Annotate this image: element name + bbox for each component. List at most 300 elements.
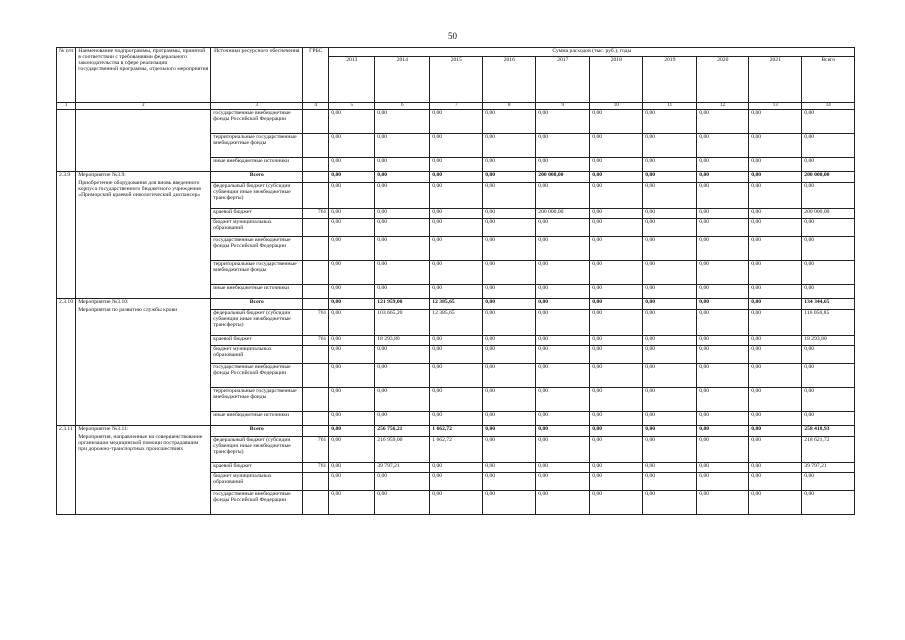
value-cell: 0,00 [430, 388, 483, 412]
empty-cell [57, 110, 76, 172]
source-cell: краевой бюджет [211, 463, 303, 473]
value-cell: 0,00 [749, 473, 802, 491]
value-cell: 0,00 [802, 110, 855, 134]
value-cell: 0,00 [749, 388, 802, 412]
value-cell: 0,00 [643, 237, 697, 261]
value-cell: 0,00 [802, 237, 855, 261]
measure-cell [76, 172, 211, 299]
value-cell: 0,00 [430, 158, 483, 172]
value-cell: 0,00 [329, 437, 375, 463]
value-cell: 1 662,72 [430, 426, 483, 437]
value-cell: 0,00 [697, 346, 749, 364]
value-cell: 0,00 [749, 463, 802, 473]
value-cell: 18 293,80 [375, 336, 430, 346]
value-cell: 0,00 [329, 209, 375, 219]
column-number: 2 [76, 103, 211, 110]
value-cell: 0,00 [749, 261, 802, 285]
value-cell: 0,00 [643, 183, 697, 209]
value-cell: 0,00 [483, 336, 536, 346]
value-cell: 0,00 [697, 209, 749, 219]
source-cell: иные внебюджетные источники [211, 158, 303, 172]
value-cell: 116 050,85 [802, 310, 855, 336]
value-cell: 0,00 [802, 158, 855, 172]
source-cell: бюджет муниципальных образований [211, 346, 303, 364]
value-cell: 0,00 [590, 491, 643, 515]
value-cell: 12 385,65 [430, 310, 483, 336]
year-header: 2015 [430, 57, 483, 103]
value-cell: 0,00 [697, 172, 749, 183]
header-source: Источники ресурсного обеспечения [211, 48, 303, 103]
source-cell: федеральный бюджет (субсидии субвенции иные межбюджетные трансферты) [211, 437, 303, 463]
year-header: 2016 [483, 57, 536, 103]
value-cell: 0,00 [697, 261, 749, 285]
value-cell: 0,00 [697, 388, 749, 412]
value-cell: 0,00 [643, 172, 697, 183]
value-cell: 0,00 [590, 183, 643, 209]
grbs-cell: 761 [303, 336, 329, 346]
value-cell: 0,00 [536, 219, 590, 237]
value-cell: 39 797,21 [375, 463, 430, 473]
column-number: 4 [303, 103, 329, 110]
value-cell: 0,00 [375, 172, 430, 183]
value-cell: 0,00 [483, 158, 536, 172]
value-cell: 0,00 [375, 261, 430, 285]
value-cell: 0,00 [590, 237, 643, 261]
value-cell: 0,00 [430, 134, 483, 158]
grbs-cell [303, 299, 329, 310]
value-cell: 0,00 [375, 237, 430, 261]
value-cell: 0,00 [749, 209, 802, 219]
source-cell: краевой бюджет [211, 209, 303, 219]
grbs-cell [303, 388, 329, 412]
value-cell: 0,00 [329, 219, 375, 237]
measure-cell [76, 299, 211, 426]
value-cell: 0,00 [643, 426, 697, 437]
value-cell: 0,00 [590, 412, 643, 426]
year-header: 2013 [329, 57, 375, 103]
value-cell: 0,00 [483, 183, 536, 209]
value-cell: 0,00 [430, 412, 483, 426]
grbs-cell [303, 134, 329, 158]
value-cell: 0,00 [749, 299, 802, 310]
value-cell: 0,00 [697, 491, 749, 515]
grbs-cell [303, 426, 329, 437]
value-cell: 0,00 [749, 158, 802, 172]
column-number: 9 [536, 103, 590, 110]
value-cell: 0,00 [430, 110, 483, 134]
value-cell: 0,00 [375, 388, 430, 412]
value-cell: 0,00 [643, 364, 697, 388]
value-cell: 200 000,00 [802, 209, 855, 219]
value-cell: 0,00 [697, 110, 749, 134]
value-cell: 0,00 [749, 285, 802, 299]
value-cell: 0,00 [536, 437, 590, 463]
value-cell: 0,00 [749, 134, 802, 158]
value-cell: 0,00 [697, 158, 749, 172]
column-number: 13 [749, 103, 802, 110]
column-number: 1 [57, 103, 76, 110]
source-cell: территориальные государственные внебюджетные фонды [211, 134, 303, 158]
grbs-cell [303, 172, 329, 183]
value-cell: 0,00 [536, 388, 590, 412]
value-cell: 0,00 [643, 336, 697, 346]
value-cell: 0,00 [536, 299, 590, 310]
column-number: 12 [697, 103, 749, 110]
measure-title: Мероприятие №3.11: [78, 426, 129, 432]
value-cell: 0,00 [329, 426, 375, 437]
value-cell: 0,00 [749, 172, 802, 183]
value-cell: 0,00 [802, 364, 855, 388]
source-cell: государственные внебюджетные фонды Российской Федерации [211, 237, 303, 261]
value-cell: 0,00 [590, 437, 643, 463]
value-cell: 0,00 [329, 285, 375, 299]
value-cell: 1 662,72 [430, 437, 483, 463]
measure-number: 2.3.9 [57, 172, 76, 299]
value-cell: 0,00 [697, 364, 749, 388]
value-cell: 0,00 [329, 336, 375, 346]
measure-description: Приобретение оборудования для вновь введенного корпуса государственного бюджетного учреждения «Приморский краевой онкологический диспансер» [78, 180, 201, 199]
value-cell: 18 293,80 [802, 336, 855, 346]
value-cell: 0,00 [697, 336, 749, 346]
value-cell: 0,00 [590, 261, 643, 285]
value-cell: 0,00 [483, 172, 536, 183]
value-cell: 0,00 [536, 310, 590, 336]
grbs-cell [303, 346, 329, 364]
source-cell: бюджет муниципальных образований [211, 473, 303, 491]
value-cell: 0,00 [590, 463, 643, 473]
value-cell: 0,00 [536, 110, 590, 134]
value-cell: 0,00 [430, 219, 483, 237]
header-sum: Сумма расходов (тыс. руб.), годы [329, 48, 855, 57]
value-cell: 103 665,20 [375, 310, 430, 336]
value-cell: 0,00 [590, 219, 643, 237]
value-cell: 0,00 [643, 134, 697, 158]
grbs-cell [303, 412, 329, 426]
value-cell: 0,00 [749, 237, 802, 261]
source-cell: территориальные государственные внебюджетные фонды [211, 388, 303, 412]
value-cell: 0,00 [430, 237, 483, 261]
value-cell: 12 385,65 [430, 299, 483, 310]
value-cell: 0,00 [483, 110, 536, 134]
value-cell: 0,00 [697, 285, 749, 299]
value-cell: 0,00 [697, 473, 749, 491]
year-header: 2014 [375, 57, 430, 103]
value-cell: 0,00 [697, 412, 749, 426]
value-cell: 0,00 [749, 491, 802, 515]
value-cell: 0,00 [697, 219, 749, 237]
value-cell: 0,00 [590, 388, 643, 412]
value-cell: 0,00 [329, 237, 375, 261]
value-cell: 0,00 [590, 336, 643, 346]
value-cell: 0,00 [329, 463, 375, 473]
value-cell: 0,00 [430, 364, 483, 388]
grbs-cell [303, 285, 329, 299]
value-cell: 0,00 [329, 110, 375, 134]
value-cell: 0,00 [643, 388, 697, 412]
value-cell: 0,00 [375, 158, 430, 172]
value-cell: 0,00 [536, 346, 590, 364]
value-cell: 0,00 [802, 285, 855, 299]
column-number: 7 [430, 103, 483, 110]
value-cell: 0,00 [697, 183, 749, 209]
value-cell: 0,00 [590, 310, 643, 336]
source-cell: государственные внебюджетные фонды Российской Федерации [211, 110, 303, 134]
column-number: 5 [329, 103, 375, 110]
value-cell: 0,00 [430, 473, 483, 491]
value-cell: 0,00 [329, 134, 375, 158]
value-cell: 0,00 [802, 473, 855, 491]
value-cell: 0,00 [590, 158, 643, 172]
value-cell: 0,00 [590, 110, 643, 134]
value-cell: 0,00 [802, 183, 855, 209]
column-number: 8 [483, 103, 536, 110]
value-cell: 0,00 [536, 364, 590, 388]
value-cell: 0,00 [802, 412, 855, 426]
value-cell: 0,00 [329, 158, 375, 172]
grbs-cell [303, 261, 329, 285]
value-cell: 0,00 [643, 412, 697, 426]
source-cell: территориальные государственные внебюджетные фонды [211, 261, 303, 285]
value-cell: 0,00 [802, 491, 855, 515]
value-cell: 0,00 [643, 285, 697, 299]
column-number: 14 [802, 103, 855, 110]
value-cell: 0,00 [643, 261, 697, 285]
value-cell: 0,00 [643, 346, 697, 364]
grbs-cell [303, 491, 329, 515]
value-cell: 0,00 [329, 310, 375, 336]
value-cell: 0,00 [329, 473, 375, 491]
table-row [57, 172, 855, 183]
value-cell: 0,00 [430, 336, 483, 346]
value-cell: 0,00 [697, 310, 749, 336]
page-number: 50 [448, 31, 457, 41]
value-cell: 0,00 [483, 388, 536, 412]
year-header: 2021 [749, 57, 802, 103]
value-cell: 0,00 [802, 134, 855, 158]
value-cell: 0,00 [375, 183, 430, 209]
value-cell: 0,00 [697, 299, 749, 310]
value-cell: 0,00 [329, 364, 375, 388]
value-cell: 134 344,65 [802, 299, 855, 310]
value-cell: 0,00 [329, 388, 375, 412]
value-cell: 0,00 [483, 437, 536, 463]
value-cell: 0,00 [536, 491, 590, 515]
value-cell: 0,00 [329, 346, 375, 364]
grbs-cell: 761 [303, 437, 329, 463]
value-cell: 0,00 [749, 346, 802, 364]
value-cell: 0,00 [643, 110, 697, 134]
value-cell: 0,00 [590, 346, 643, 364]
grbs-cell [303, 364, 329, 388]
value-cell: 200 000,00 [536, 172, 590, 183]
value-cell: 0,00 [643, 219, 697, 237]
measure-number: 2.3.10 [57, 299, 76, 426]
value-cell: 0,00 [375, 134, 430, 158]
year-header: 2020 [697, 57, 749, 103]
value-cell: 0,00 [643, 473, 697, 491]
header-name: Наименование подпрограммы, программы, принятой в соответствии с требованиями федерального законодательства в сфере реализации государственной программы, отдельного мероприятия [76, 48, 211, 103]
value-cell: 0,00 [697, 134, 749, 158]
source-cell: государственные внебюджетные фонды Российской Федерации [211, 364, 303, 388]
value-cell: 0,00 [375, 285, 430, 299]
value-cell: 0,00 [483, 491, 536, 515]
measure-description: Мероприятия по развитию службы крови [78, 307, 178, 314]
source-cell: федеральный бюджет (субсидии субвенции иные межбюджетные трансферты) [211, 183, 303, 209]
value-cell: 0,00 [749, 110, 802, 134]
value-cell: 0,00 [329, 183, 375, 209]
source-cell: бюджет муниципальных образований [211, 219, 303, 237]
grbs-cell [303, 237, 329, 261]
value-cell: 0,00 [483, 473, 536, 491]
value-cell: 0,00 [643, 491, 697, 515]
value-cell: 0,00 [483, 310, 536, 336]
value-cell: 0,00 [430, 172, 483, 183]
column-number: 11 [643, 103, 697, 110]
year-header: 2019 [643, 57, 697, 103]
value-cell: 0,00 [749, 219, 802, 237]
value-cell: 0,00 [749, 364, 802, 388]
value-cell: 0,00 [430, 183, 483, 209]
value-cell: 0,00 [375, 473, 430, 491]
value-cell: 0,00 [590, 172, 643, 183]
value-cell: 0,00 [749, 412, 802, 426]
value-cell: 0,00 [697, 463, 749, 473]
year-header: 2017 [536, 57, 590, 103]
value-cell: 0,00 [329, 299, 375, 310]
value-cell: 0,00 [430, 209, 483, 219]
value-cell: 39 797,21 [802, 463, 855, 473]
empty-cell [76, 110, 211, 172]
value-cell: 0,00 [536, 183, 590, 209]
value-cell: 0,00 [802, 261, 855, 285]
value-cell: 0,00 [590, 473, 643, 491]
grbs-cell [303, 219, 329, 237]
value-cell: 0,00 [536, 336, 590, 346]
value-cell: 216 959,00 [375, 437, 430, 463]
value-cell: 0,00 [329, 412, 375, 426]
value-cell: 0,00 [483, 285, 536, 299]
value-cell: 0,00 [483, 346, 536, 364]
value-cell: 0,00 [536, 261, 590, 285]
source-cell: Всего [211, 172, 303, 183]
value-cell: 0,00 [590, 285, 643, 299]
source-cell: иные внебюджетные источники [211, 285, 303, 299]
value-cell: 0,00 [590, 209, 643, 219]
value-cell: 0,00 [536, 285, 590, 299]
grbs-cell: 761 [303, 310, 329, 336]
value-cell: 0,00 [430, 491, 483, 515]
year-header: Всего [802, 57, 855, 103]
value-cell: 0,00 [483, 237, 536, 261]
column-number: 6 [375, 103, 430, 110]
measure-cell [76, 426, 211, 515]
value-cell: 0,00 [483, 364, 536, 388]
value-cell: 0,00 [375, 219, 430, 237]
value-cell: 0,00 [536, 426, 590, 437]
value-cell: 0,00 [536, 463, 590, 473]
value-cell: 0,00 [802, 219, 855, 237]
value-cell: 0,00 [430, 285, 483, 299]
value-cell: 0,00 [802, 346, 855, 364]
value-cell: 218 621,72 [802, 437, 855, 463]
value-cell: 0,00 [430, 346, 483, 364]
value-cell: 0,00 [643, 158, 697, 172]
value-cell: 0,00 [375, 491, 430, 515]
grbs-cell [303, 158, 329, 172]
value-cell: 0,00 [643, 299, 697, 310]
source-cell: федеральный бюджет (субсидии субвенции иные межбюджетные трансферты) [211, 310, 303, 336]
value-cell: 0,00 [483, 134, 536, 158]
value-cell: 0,00 [329, 172, 375, 183]
value-cell: 0,00 [536, 237, 590, 261]
value-cell: 0,00 [375, 364, 430, 388]
column-number: 10 [590, 103, 643, 110]
value-cell: 0,00 [483, 426, 536, 437]
value-cell: 0,00 [802, 388, 855, 412]
source-cell: Всего [211, 299, 303, 310]
value-cell: 0,00 [375, 110, 430, 134]
grbs-cell [303, 473, 329, 491]
value-cell: 0,00 [643, 310, 697, 336]
source-cell: краевой бюджет [211, 336, 303, 346]
value-cell: 0,00 [329, 261, 375, 285]
grbs-cell: 761 [303, 209, 329, 219]
value-cell: 0,00 [749, 437, 802, 463]
value-cell: 0,00 [536, 412, 590, 426]
value-cell: 0,00 [483, 463, 536, 473]
year-header: 2018 [590, 57, 643, 103]
value-cell: 0,00 [375, 412, 430, 426]
budget-table [56, 47, 855, 515]
value-cell: 256 756,21 [375, 426, 430, 437]
value-cell: 0,00 [643, 463, 697, 473]
value-cell: 0,00 [590, 134, 643, 158]
measure-title: Мероприятие №3.9: [78, 172, 126, 178]
value-cell: 0,00 [749, 183, 802, 209]
grbs-cell: 761 [303, 463, 329, 473]
header-no: № п/п [57, 48, 76, 103]
column-number: 3 [211, 103, 303, 110]
value-cell: 200 000,00 [536, 209, 590, 219]
value-cell: 0,00 [483, 299, 536, 310]
value-cell: 0,00 [590, 299, 643, 310]
value-cell: 0,00 [749, 426, 802, 437]
source-cell: иные внебюджетные источники [211, 412, 303, 426]
value-cell: 0,00 [536, 473, 590, 491]
grbs-cell [303, 110, 329, 134]
value-cell: 0,00 [536, 134, 590, 158]
value-cell: 0,00 [590, 426, 643, 437]
value-cell: 0,00 [536, 158, 590, 172]
value-cell: 0,00 [430, 463, 483, 473]
value-cell: 0,00 [375, 346, 430, 364]
value-cell: 0,00 [749, 310, 802, 336]
value-cell: 0,00 [483, 219, 536, 237]
value-cell: 0,00 [749, 336, 802, 346]
value-cell: 0,00 [697, 437, 749, 463]
value-cell: 0,00 [483, 261, 536, 285]
value-cell: 121 959,00 [375, 299, 430, 310]
grbs-cell [303, 183, 329, 209]
value-cell: 258 418,93 [802, 426, 855, 437]
header-grbs: ГРБС [303, 48, 329, 103]
value-cell: 0,00 [643, 437, 697, 463]
table-row [57, 426, 855, 437]
value-cell: 0,00 [430, 261, 483, 285]
table-row [57, 110, 855, 134]
source-cell: государственные внебюджетные фонды Российской Федерации [211, 491, 303, 515]
table-row [57, 299, 855, 310]
